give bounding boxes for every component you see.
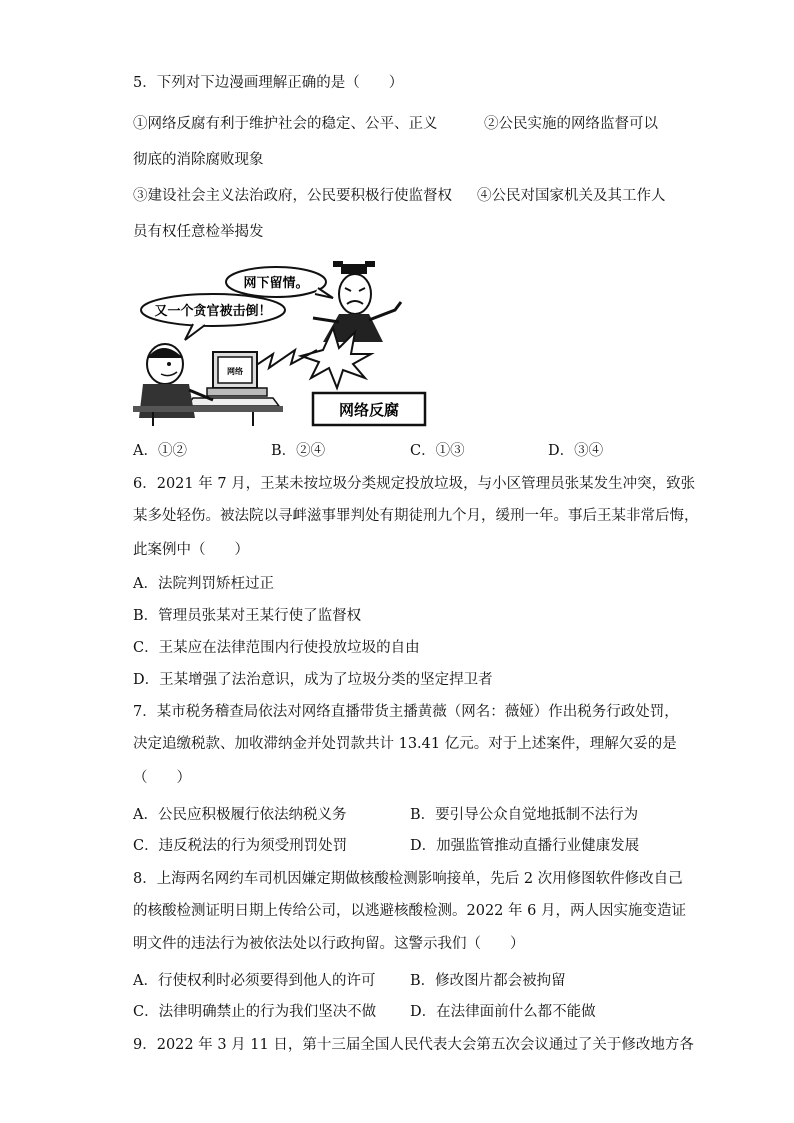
q9-stem-line-1: 9．2022 年 3 月 11 日，第十三届全国人民代表大会第五次会议通过了关于修改地方各 bbox=[133, 1037, 694, 1053]
q8-option-d[interactable]: D．在法律面前什么都不能做 bbox=[410, 1004, 596, 1020]
q5-stem: 5．下列对下边漫画理解正确的是（ ） bbox=[133, 75, 404, 91]
q5-option-a[interactable]: A．①② bbox=[133, 443, 187, 459]
official-figure bbox=[313, 261, 401, 342]
q7-option-b[interactable]: B．要引导公众自觉地抵制不法行为 bbox=[410, 807, 639, 823]
anti-corruption-cartoon bbox=[133, 258, 433, 428]
q8-stem-line-3: 明文件的违法行为被依法处以行政拘留。这警示我们（ ） bbox=[133, 936, 525, 952]
q7-stem-line-3: （ ） bbox=[133, 770, 191, 786]
q5-statement-1: ①网络反腐有利于维护社会的稳定、公平、正义 bbox=[133, 116, 438, 132]
q6-option-b[interactable]: B．管理员张某对王某行使了监督权 bbox=[133, 608, 362, 624]
q7-option-a[interactable]: A．公民应积极履行依法纳税义务 bbox=[133, 807, 347, 823]
speech-bubble-right-text: 网下留情。 bbox=[243, 276, 309, 291]
q8-option-a[interactable]: A．行使权利时必须要得到他人的许可 bbox=[133, 973, 376, 989]
q6-option-c[interactable]: C．王某应在法律范围内行使投放垃圾的自由 bbox=[133, 640, 420, 656]
q7-option-c[interactable]: C．违反税法的行为须受刑罚处罚 bbox=[133, 838, 348, 854]
q8-stem-line-2: 的核酸检测证明日期上传给公司，以逃避核酸检测。2022 年 6 月，两人因实施变造证 bbox=[133, 903, 686, 919]
q5-statement-4: ④公民对国家机关及其工作人 bbox=[477, 188, 666, 204]
q7-stem-line-2: 决定追缴税款、加收滞纳金并处罚款共计 13.41 亿元。对于上述案件，理解欠妥的是 bbox=[133, 736, 677, 752]
q7-stem-line-1: 7．某市税务稽查局依法对网络直播带货主播黄薇（网名：薇娅）作出税务行政处罚， bbox=[133, 704, 679, 720]
q7-option-d[interactable]: D．加强监管推动直播行业健康发展 bbox=[410, 838, 640, 854]
q6-option-d[interactable]: D．王某增强了法治意识，成为了垃圾分类的坚定捍卫者 bbox=[133, 672, 493, 688]
q5-statement-2: ②公民实施的网络监督可以 bbox=[484, 116, 658, 132]
q8-option-c[interactable]: C．法律明确禁止的行为我们坚决不做 bbox=[133, 1004, 377, 1020]
q5-statement-2-cont: 彻底的消除腐败现象 bbox=[133, 152, 264, 168]
q6-stem-line-2: 某多处轻伤。被法院以寻衅滋事罪判处有期徒刑九个月，缓刑一年。事后王某非常后悔， bbox=[133, 508, 699, 524]
q6-stem-line-1: 6．2021 年 7 月，王某未按垃圾分类规定投放垃圾，与小区管理员张某发生冲突，致张 bbox=[133, 476, 696, 492]
q5-statement-3: ③建设社会主义法治政府，公民要积极行使监督权 bbox=[133, 188, 452, 204]
computer-screen-text: 网络 bbox=[227, 367, 243, 376]
desk bbox=[133, 406, 283, 412]
q5-option-c[interactable]: C．①③ bbox=[410, 443, 465, 459]
sign-board-text: 网络反腐 bbox=[338, 401, 400, 419]
q6-stem-line-3: 此案例中（ ） bbox=[133, 542, 249, 558]
q5-statement-4-cont: 员有权任意检举揭发 bbox=[133, 224, 264, 240]
speech-bubble-left-text: 又一个贪官被击倒！ bbox=[154, 304, 272, 319]
lightning-zigzag bbox=[249, 350, 317, 370]
q6-option-a[interactable]: A．法院判罚矫枉过正 bbox=[133, 576, 274, 592]
q8-option-b[interactable]: B．修改图片都会被拘留 bbox=[410, 973, 566, 989]
q5-option-d[interactable]: D．③④ bbox=[548, 443, 604, 459]
cartoon-drawing bbox=[133, 258, 433, 428]
q5-option-b[interactable]: B．②④ bbox=[271, 443, 326, 459]
q8-stem-line-1: 8．上海两名网约车司机因嫌定期做核酸检测影响接单，先后 2 次用修图软件修改自己 bbox=[133, 871, 683, 887]
